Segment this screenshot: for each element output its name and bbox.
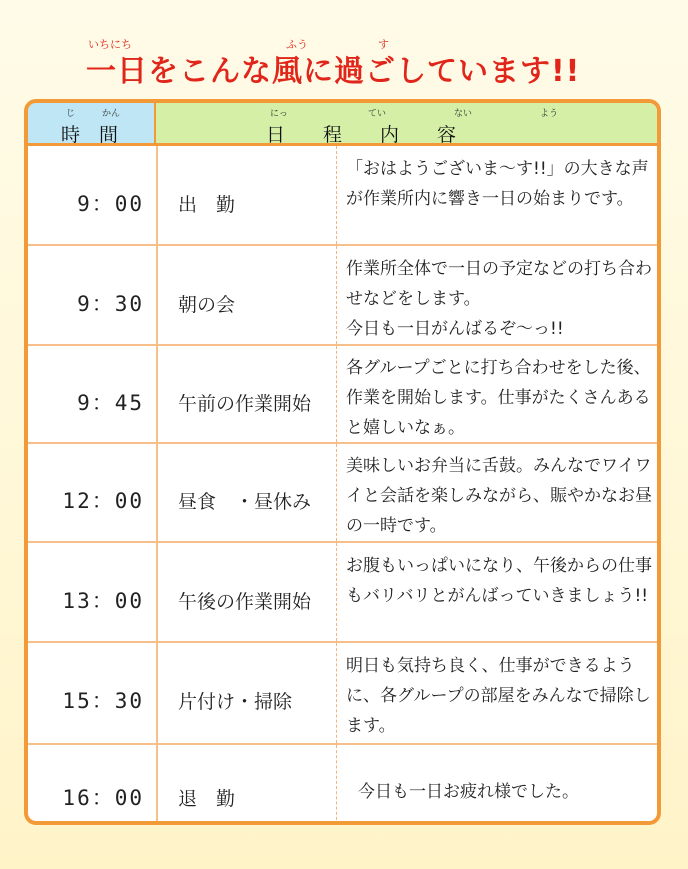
row-time: 9：45 bbox=[77, 391, 144, 415]
row-description: 今日も一日お疲れ様でした。 bbox=[358, 782, 579, 802]
page-title: 一日をこんな風に過ごしています!! bbox=[86, 54, 581, 89]
row-description: お腹もいっぱいになり、午後からの仕事もバリバリとがんばっていきましょう!! bbox=[346, 556, 652, 606]
header-ruby-kan: かん bbox=[102, 109, 121, 119]
header-ruby-nai: ない bbox=[454, 109, 473, 119]
header-ruby-ji: じ bbox=[66, 109, 76, 119]
row-description: 美味しいお弁当に舌鼓。みんなでワイワイと会話を楽しみながら、賑やかなお昼の一時です。 bbox=[346, 456, 652, 536]
row-time: 13：00 bbox=[62, 589, 144, 613]
row-activity: 午前の作業開始 bbox=[178, 393, 312, 415]
table-row bbox=[28, 444, 657, 543]
table-row bbox=[28, 146, 657, 246]
table-row bbox=[28, 346, 657, 444]
row-time: 9：00 bbox=[77, 192, 144, 216]
table-row bbox=[28, 543, 657, 643]
table-header bbox=[28, 103, 657, 146]
row-description: 各グループごとに打ち合わせをした後、作業を開始します。仕事がたくさんあると嬉しいなぁ。 bbox=[346, 358, 651, 438]
row-description: 作業所全体で一日の予定などの打ち合わせなどをします。 今日も一日がんばるぞ～っ!! bbox=[346, 259, 652, 339]
title-ruby-fuu: ふう bbox=[286, 38, 308, 51]
header-schedule-cell bbox=[156, 103, 657, 146]
header-schedule-label: 日 程 内 容 bbox=[266, 124, 457, 146]
row-activity: 昼食 ・昼休み bbox=[178, 491, 312, 513]
row-description: 明日も気持ち良く、仕事ができるように、各グループの部屋をみんなで掃除します。 bbox=[346, 656, 651, 736]
table-row bbox=[28, 246, 657, 346]
title-ruby-su: す bbox=[378, 38, 389, 51]
row-time: 15：30 bbox=[62, 689, 144, 713]
header-time-label: 時 間 bbox=[61, 124, 119, 146]
row-activity: 出 勤 bbox=[178, 194, 236, 216]
row-activity: 朝の会 bbox=[178, 294, 236, 316]
row-time: 9：30 bbox=[77, 292, 144, 316]
title-ruby-ichinichi: いちにち bbox=[88, 38, 132, 51]
row-description: 「おはようございま～す!!」の大きな声が作業所内に響き一日の始まりです。 bbox=[346, 159, 649, 209]
header-ruby-ni: にっ bbox=[270, 109, 288, 119]
row-activity: 片付け・掃除 bbox=[178, 691, 293, 713]
header-time-cell bbox=[28, 103, 156, 146]
header-ruby-you: よう bbox=[540, 109, 559, 119]
schedule-table bbox=[24, 99, 661, 825]
header-ruby-tei: てい bbox=[368, 109, 387, 119]
row-activity: 退 勤 bbox=[178, 788, 236, 810]
row-time: 12：00 bbox=[62, 489, 144, 513]
row-time: 16：00 bbox=[62, 786, 144, 810]
row-activity: 午後の作業開始 bbox=[178, 591, 312, 613]
table-row bbox=[28, 745, 657, 825]
table-row bbox=[28, 643, 657, 745]
